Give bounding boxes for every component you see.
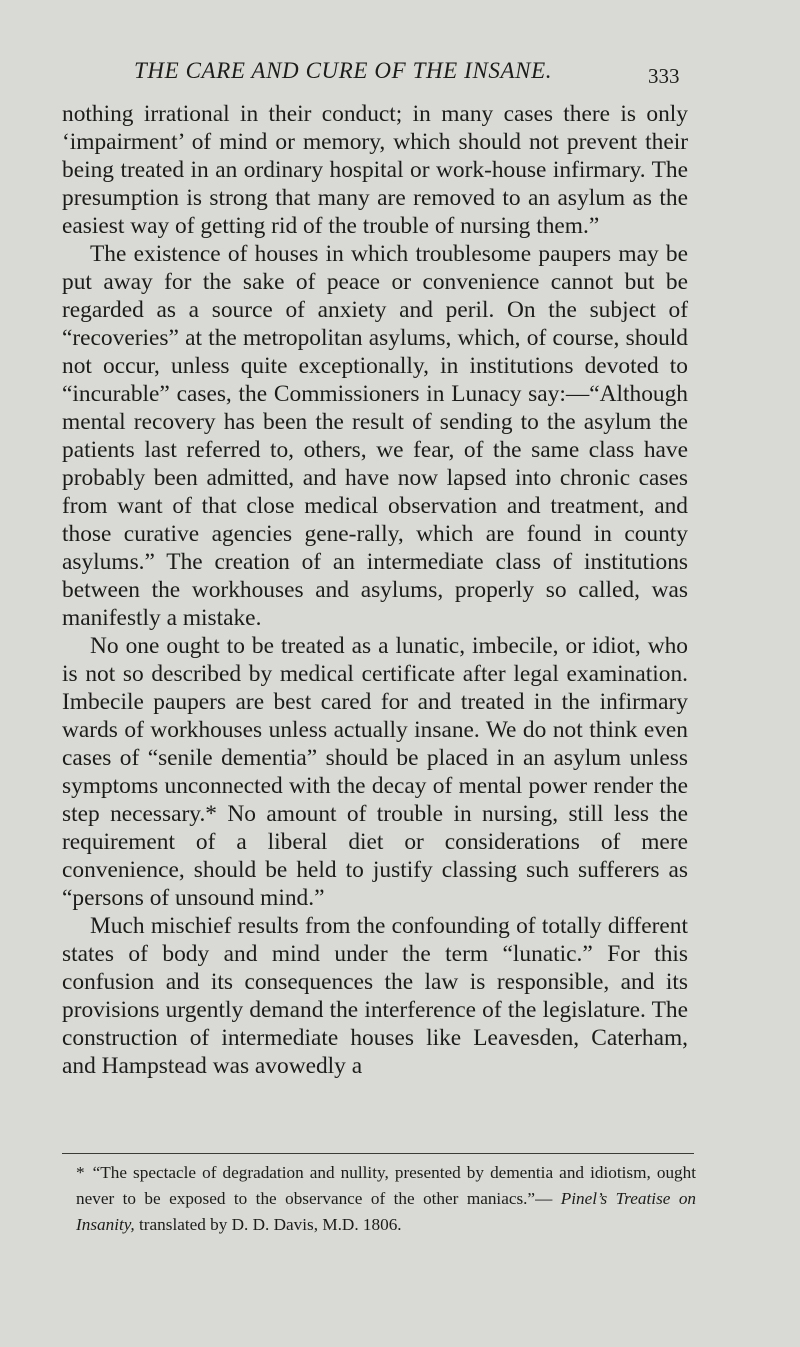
footnote-marker: * bbox=[76, 1163, 85, 1182]
footnote bbox=[76, 1160, 696, 1238]
footnote-source-rest: translated by D. D. Davis, M.D. 1806. bbox=[139, 1215, 402, 1234]
running-title: THE CARE AND CURE OF THE INSANE. bbox=[134, 58, 553, 83]
paragraph: No one ought to be treated as a lunatic, imbecile, or idiot, who is not so described by medical certificate after legal examination. Imbecile paupers are best cared for and treated in the infirmary wards of workhouses unless actually insane. We do not think even cases of “senile dementia” should be placed in an asylum unless symptoms unconnected with the decay of mental power render the step necessary.* No amount of trouble in nursing, still less the requirement of a liberal diet or considerations of mere convenience, should be held to justify classing such sufferers as “persons of unsound mind.” bbox=[62, 633, 688, 911]
footnote-rule bbox=[62, 1153, 694, 1154]
page-number: 333 bbox=[648, 64, 680, 88]
footnote-quote: “The spectacle of degradation and nullity, presented by dementia and idiotism, ought never to be exposed to the observance of the other maniacs.”— bbox=[76, 1163, 696, 1208]
body-text bbox=[62, 100, 688, 1080]
paragraph-continued: nothing irrational in their conduct; in many cases there is only ‘impairment’ of mind or memory, which should not prevent their being treated in an ordinary hospital or work-house infirmary. The presumption is strong that many are removed to an asylum as the easiest way of getting rid of the trouble of nursing them.” bbox=[62, 101, 688, 239]
paragraph: Much mischief results from the confounding of totally different states of body and mind under the term “lunatic.” For this confusion and its consequences the law is responsible, and its provisions urgently demand the interference of the legislature. The construction of intermediate houses like Leavesden, Caterham, and Hampstead was avowedly a bbox=[62, 913, 688, 1079]
footnote-source-title: Pinel’s Treatise on Insanity, bbox=[76, 1189, 697, 1234]
paragraph: The existence of houses in which troublesome paupers may be put away for the sake of peace or convenience cannot but be regarded as a source of anxiety and peril. On the subject of “recoveries” at the metropolitan asylums, which, of course, should not occur, unless quite exceptionally, in institutions devoted to “incurable” cases, the Commissioners in Lunacy say:—“Although mental recovery has been the result of sending to the asylum the patients last referred to, others, we fear, of the same class have probably been admitted, and have now lapsed into chronic cases from want of that close medical observation and treatment, and those curative agencies gene-rally, which are found in county asylums.” The creation of an intermediate class of institutions between the workhouses and asylums, properly so called, was manifestly a mistake. bbox=[62, 241, 688, 631]
